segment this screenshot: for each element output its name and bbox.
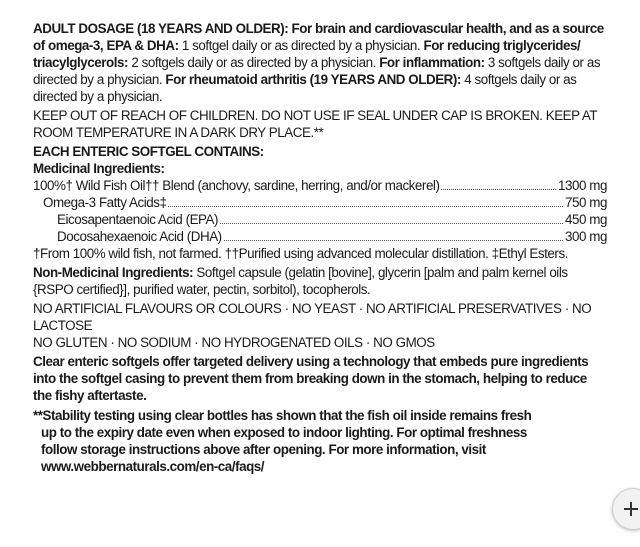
leader-dots	[441, 188, 556, 190]
ingredient-amount: 750 mg	[565, 195, 607, 210]
zoom-button[interactable]	[612, 488, 640, 530]
leader-dots	[168, 205, 563, 207]
ingredient-row	[33, 177, 607, 194]
free-from-line-2: NO GLUTEN · NO SODIUM · NO HYDROGENATED OILS · NO GMOS	[33, 335, 435, 350]
ingredient-amount: 300 mg	[565, 229, 607, 244]
non-medicinal-paragraph	[33, 264, 607, 298]
ingredient-name: Docosahexaenoic Acid (DHA)	[57, 229, 222, 244]
free-from-line-1: NO ARTIFICIAL FLAVOURS OR COLOURS · NO YEAST · NO ARTIFICIAL PRESERVATIVES · NO LACTOSE	[33, 301, 592, 333]
ingredient-name: Omega-3 Fatty Acids‡	[43, 195, 167, 210]
enteric-description: Clear enteric softgels offer targeted delivery using a technology that embeds pure ingredients into the softgel casing to prevent them from breaking down in the stomach, helping to reduce the fishy aftertaste.	[33, 354, 589, 403]
product-label	[33, 20, 607, 477]
dosage-text-3: 3 softgels daily or as directed by a physician.	[33, 55, 601, 87]
ingredient-name: Eicosapentaenoic Acid (EPA)	[57, 212, 219, 227]
dosage-text-2: 2 softgels daily or as directed by a physician.	[128, 55, 380, 70]
ingredient-row	[33, 211, 607, 228]
dosage-paragraph	[33, 20, 607, 105]
dosage-label-triglycerides: For reducing triglycerides/ triacylglycerols:	[33, 38, 581, 70]
warning-text: KEEP OUT OF REACH OF CHILDREN. DO NOT USE IF SEAL UNDER CAP IS BROKEN. KEEP AT ROOM TEMPERATURE IN A DARK DRY PLACE.**	[33, 108, 597, 140]
ingredient-amount: 1300 mg	[558, 178, 607, 193]
dosage-label-inflammation: For inflammation:	[379, 55, 485, 70]
plus-icon	[622, 500, 640, 518]
medicinal-heading: Medicinal Ingredients:	[33, 161, 165, 176]
non-medicinal-label: Non-Medicinal Ingredients:	[33, 265, 194, 280]
dosage-label: ADULT DOSAGE (18 YEARS AND OLDER): For brain and cardiovascular health, and as a source of omega-3, EPA & DHA:	[33, 21, 604, 53]
non-medicinal-text: Softgel capsule (gelatin [bovine], glycerin [palm and palm kernel oils {RSPO certified}], purified water, pectin, sorbitol), tocopherols.	[33, 265, 568, 297]
leader-dots	[220, 222, 563, 224]
ingredient-amount: 450 mg	[565, 212, 607, 227]
dosage-label-arthritis: For rheumatoid arthritis (19 YEARS AND OLDER):	[165, 72, 461, 87]
dosage-text-1: 1 softgel daily or as directed by a physician.	[178, 38, 424, 53]
dosage-text-4: 4 softgels daily or as directed by a physician.	[33, 72, 577, 104]
leader-dots	[224, 239, 563, 241]
ingredient-name: 100%† Wild Fish Oil†† Blend (anchovy, sardine, herring, and/or mackerel)	[33, 178, 440, 193]
ingredient-row	[33, 228, 607, 245]
stability-note: **Stability testing using clear bottles has shown that the fish oil inside remains fresh up to the expiry date even when exposed to indoor lighting. For optimal freshness follow storage instructions above after opening. For more information, visit www.webbernaturals.com/en-ca/faqs/	[33, 408, 532, 474]
contains-heading: EACH ENTERIC SOFTGEL CONTAINS:	[33, 144, 264, 159]
ingredient-row	[33, 194, 607, 211]
footnotes: †From 100% wild fish, not farmed. ††Purified using advanced molecular distillation. ‡Ethyl Esters.	[33, 246, 568, 261]
